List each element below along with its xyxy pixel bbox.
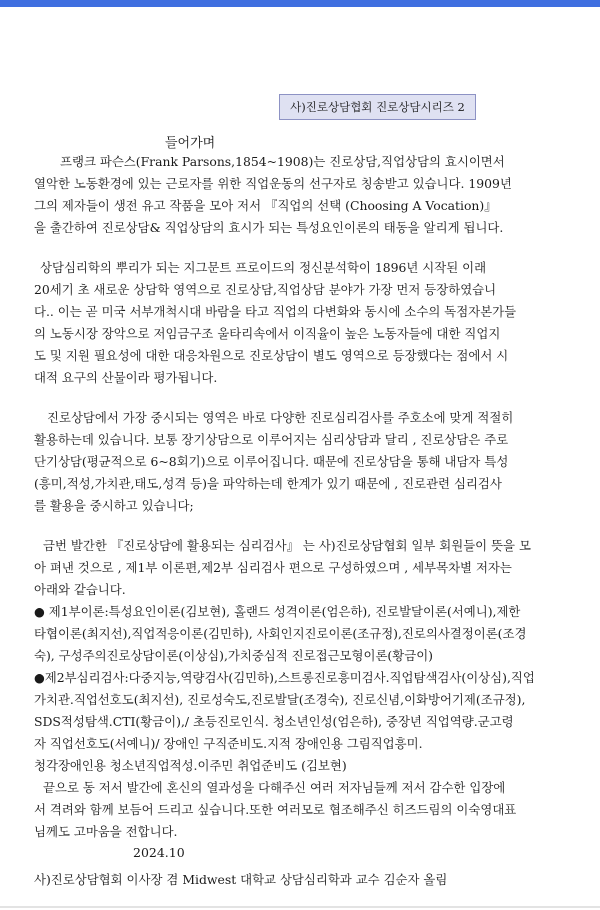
body-line: 아 펴낸 것으로 , 제1부 이론편,제2부 심리검사 편으로 구성하였으며 , 세부목차별 저자는 [34,560,512,575]
body-line: 타협이론(최지선),직업적응이론(김민하), 사회인지진로이론(조규정),진로의사결정이론(조경 [34,626,527,641]
body-line: 활용하는데 있습니다. 보통 장기상담으로 이루어지는 심리상담과 달리 , 진로상담은 주로 [34,432,509,447]
body-line: 을 출간하여 진로상담& 직업상담의 효시가 되는 특성요인이론의 태동을 알리게 됩니다. [34,220,504,235]
body-line: ●제2부심리검사:다중지능,역량검사(김민하),스트롱진로흥미검사.직업탐색검사(이상심),직업 [34,670,535,685]
body-line: SDS적성탐색.CTI(황금이),/ 초등진로인식. 청소년인성(엄은하), 중장년 직업역량.군고령 [34,714,514,729]
body-line: 님께도 고마움을 전합니다. [34,824,178,839]
body-line: ● 제1부이론:특성요인이론(김보현), 홀랜드 성격이론(엄은하), 진로발달이론(서예니),제한 [34,604,521,619]
bottom-divider [0,906,600,908]
body-line: 숙), 구성주의진로상담이론(이상심),가치중심적 진로접근모형이론(황금이) [34,648,434,663]
body-line: 프랭크 파슨스(Frank Parsons,1854~1908)는 진로상담,직업상담의 효시이면서 [60,154,505,169]
body-line: 청각장애인용 청소년직업적성.이주민 취업준비도 (김보현) [34,758,347,773]
top-accent-bar [0,0,600,7]
body-line: 20세기 초 새로운 상담학 영역으로 진로상담,직업상담 분야가 가장 먼저 등장하였습니 [34,282,497,297]
body-line: 상담심리학의 뿌리가 되는 지그문트 프로이드의 정신분석학이 1896년 시작된 이래 [40,260,487,275]
body-line: 도 및 지원 필요성에 대한 대응차원으로 진로상담이 별도 영역으로 등장했다는 점에서 시 [34,348,509,363]
body-line: 를 활용을 중시하고 있습니다; [34,498,194,513]
signature: 사)진로상담협회 이사장 겸 Midwest 대학교 상담심리학과 교수 김순자 올림 [34,872,448,887]
body-line: 진로상담에서 가장 중시되는 영역은 바로 다양한 진로심리검사를 주호소에 맞게 적절히 [47,410,514,425]
body-line: 서 격려와 함께 보듬어 드리고 싶습니다.또한 여러모로 협조해주신 히즈드림의 이숙영대표 [34,802,517,817]
body-line: 의 노동시장 장악으로 저임금구조 울타리속에서 이직율이 높은 노동자들에 대한 직업지 [34,326,501,341]
series-label-box [279,94,476,120]
body-line: 가치관.직업선호도(최지선), 진로성숙도,진로발달(조경숙), 진로신념,이화방어기제(조규정), [34,692,526,707]
body-line: 단기상담(평균적으로 6~8회기)으로 이루어집니다. 때문에 진로상담을 통해 내담자 특성 [34,454,509,469]
body-line: 대적 요구의 산물이라 평가됩니다. [34,370,218,385]
body-line: 열악한 노동환경에 있는 근로자를 위한 직업운동의 선구자로 칭송받고 있습니다. 1909년 [34,176,512,191]
intro-heading: 들어가며 [165,136,216,151]
date: 2024.10 [133,845,185,860]
body-line: 금번 발간한 『진로상담에 활용되는 심리검사』 는 사)진로상담협회 일부 회원들이 뜻을 모 [43,538,531,553]
body-line: 그의 제자들이 생전 유고 작품을 모아 저서 『직업의 선택 (Choosing A Vocation)』 [34,198,497,213]
body-line: 아래와 같습니다. [34,582,126,597]
series-label: 사)진로상담협회 진로상담시리즈 2 [290,100,465,114]
body-line: 끝으로 동 저서 발간에 혼신의 열과성을 다해주신 여러 저자님들께 저서 감수한 입장에 [43,780,506,795]
body-line: 자 직업선호도(서예니)/ 장애인 구직준비도.지적 장애인용 그림직업흥미. [34,736,423,751]
body-line: 다.. 이는 곧 미국 서부개척시대 바람을 타고 직업의 다변화와 동시에 소수의 독점자본가들 [34,304,517,319]
body-line: (흥미,적성,가치관,태도,성격 등)을 파악하는데 한계가 있기 때문에 , 진로관련 심리검사 [34,476,502,491]
